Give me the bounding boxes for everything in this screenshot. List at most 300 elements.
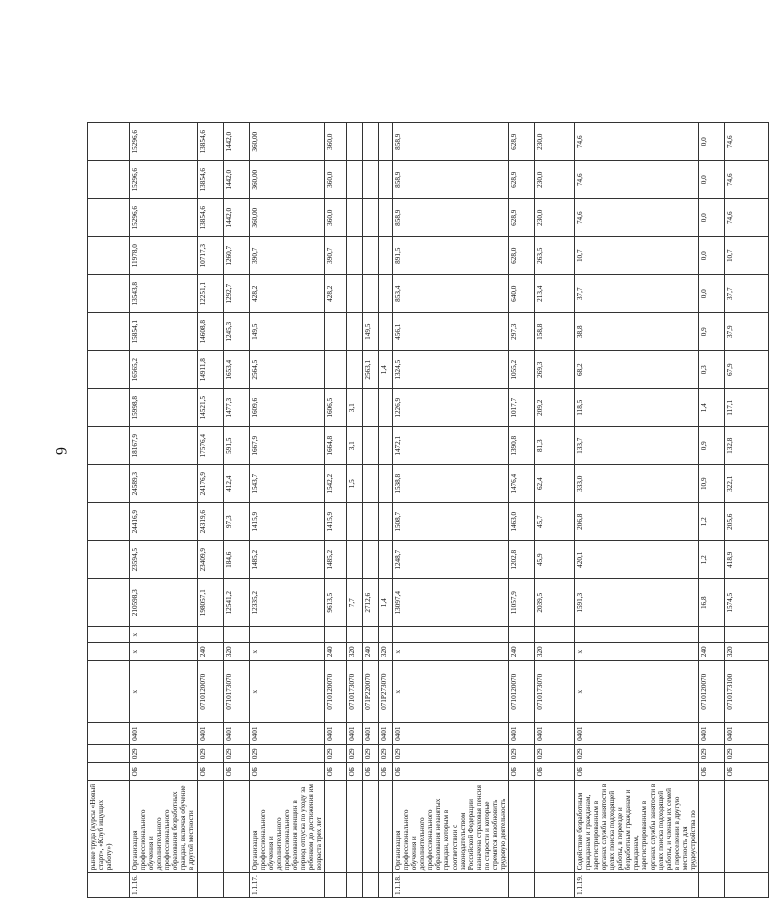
amount-cell: 628,9 [508, 199, 534, 237]
amount-cell: 1664,8 [325, 427, 347, 465]
row-number: 1.1.16. [130, 873, 198, 898]
row-description: Содействие безработным гражданам и гражданам, зарегистрированным в органах службы занятости в целях поиска подходящей работы, в переезде и безработным гражданам и гражданам, зарегистрированным в органах службы занятости в целях поиска подходящей работы, и членам их семей в переселении в другую местность для трудоустройства по [574, 781, 698, 873]
amount-cell: 62,4 [534, 465, 574, 503]
expense-type: 240 [698, 643, 724, 661]
amount-cell: 1017,7 [508, 389, 534, 427]
amount-cell [88, 161, 130, 199]
amount-cell [88, 579, 130, 627]
row-description [363, 781, 379, 873]
expense-type: x [393, 643, 509, 661]
section-code: 0401 [534, 723, 574, 745]
amount-cell: 1653,4 [223, 351, 249, 389]
amount-cell: 132,8 [724, 427, 768, 465]
ministry-code: 029 [508, 745, 534, 763]
amount-cell: 1260,7 [223, 237, 249, 275]
amount-cell: 591,5 [223, 427, 249, 465]
amount-cell: 628,0 [508, 237, 534, 275]
row-description [325, 781, 347, 873]
amount-cell: 3,1 [347, 427, 363, 465]
extra-code [574, 627, 698, 643]
amount-cell: 133,7 [574, 427, 698, 465]
amount-cell: 360,0 [325, 161, 347, 199]
amount-cell [88, 427, 130, 465]
section-code: 0401 [325, 723, 347, 745]
amount-cell: 3,1 [347, 389, 363, 427]
table-row [249, 123, 325, 898]
amount-cell [88, 275, 130, 313]
amount-cell: 858,9 [393, 199, 509, 237]
section-code: 0401 [698, 723, 724, 745]
budget-code: ОБ [249, 763, 325, 781]
amount-cell: 1226,9 [393, 389, 509, 427]
amount-cell: 1,5 [347, 465, 363, 503]
amount-cell: 13097,4 [393, 579, 509, 627]
section-code: 0401 [393, 723, 509, 745]
amount-cell: 37,7 [724, 275, 768, 313]
amount-cell: 45,9 [534, 541, 574, 579]
amount-cell: 74,6 [574, 161, 698, 199]
row-description [347, 781, 363, 873]
table-row [698, 123, 724, 898]
amount-cell: 1442,0 [223, 123, 249, 161]
amount-cell: 1245,3 [223, 313, 249, 351]
target-article [88, 661, 130, 723]
row-number: 1.1.19. [574, 873, 698, 898]
amount-cell: 428,2 [249, 275, 325, 313]
amount-cell: 1292,7 [223, 275, 249, 313]
amount-cell: 37,7 [574, 275, 698, 313]
amount-cell: 23409,9 [197, 541, 223, 579]
amount-cell: 1,4 [379, 579, 393, 627]
amount-cell: 360,0 [325, 199, 347, 237]
target-article: 071P220070 [363, 661, 379, 723]
amount-cell: 206,8 [574, 503, 698, 541]
amount-cell: 412,4 [223, 465, 249, 503]
amount-cell [379, 541, 393, 579]
amount-cell: 13854,6 [197, 161, 223, 199]
extra-code [325, 627, 347, 643]
row-number [363, 873, 379, 898]
extra-code: x [130, 627, 198, 643]
amount-cell [88, 389, 130, 427]
section-code: 0401 [197, 723, 223, 745]
table-row [724, 123, 768, 898]
amount-cell: 10,9 [698, 465, 724, 503]
amount-cell: 0,9 [698, 313, 724, 351]
extra-code [379, 627, 393, 643]
table-row [223, 123, 249, 898]
amount-cell [363, 161, 379, 199]
amount-cell [88, 503, 130, 541]
amount-cell: 0,0 [698, 237, 724, 275]
section-code [88, 723, 130, 745]
amount-cell: 15998,8 [130, 389, 198, 427]
budget-table [87, 122, 769, 898]
amount-cell [363, 123, 379, 161]
amount-cell: 1472,1 [393, 427, 509, 465]
row-description [724, 781, 768, 873]
budget-code: ОБ [379, 763, 393, 781]
amount-cell [379, 465, 393, 503]
amount-cell: 420,1 [574, 541, 698, 579]
budget-code: ОБ [724, 763, 768, 781]
amount-cell [363, 275, 379, 313]
amount-cell: 16,8 [698, 579, 724, 627]
amount-cell: 0,0 [698, 123, 724, 161]
amount-cell: 1415,9 [249, 503, 325, 541]
expense-type: 320 [379, 643, 393, 661]
amount-cell: 13854,6 [197, 199, 223, 237]
amount-cell [379, 237, 393, 275]
amount-cell: 1,2 [698, 541, 724, 579]
budget-code: ОБ [197, 763, 223, 781]
extra-code [249, 627, 325, 643]
amount-cell: 0,0 [698, 199, 724, 237]
amount-cell [347, 503, 363, 541]
budget-code: ОБ [325, 763, 347, 781]
amount-cell: 74,6 [724, 123, 768, 161]
row-description [197, 781, 223, 873]
amount-cell: 7,7 [347, 579, 363, 627]
amount-cell: 12335,2 [249, 579, 325, 627]
amount-cell: 1542,2 [325, 465, 347, 503]
amount-cell: 68,2 [574, 351, 698, 389]
amount-cell: 1485,2 [325, 541, 347, 579]
amount-cell: 13543,8 [130, 275, 198, 313]
target-article: 0710173070 [534, 661, 574, 723]
amount-cell: 640,0 [508, 275, 534, 313]
table-row [130, 123, 198, 898]
row-description [508, 781, 534, 873]
row-number: 1.1.18. [393, 873, 509, 898]
amount-cell: 269,3 [534, 351, 574, 389]
amount-cell: 24176,9 [197, 465, 223, 503]
amount-cell: 14521,5 [197, 389, 223, 427]
section-code: 0401 [363, 723, 379, 745]
amount-cell: 0,0 [698, 161, 724, 199]
expense-type: 240 [508, 643, 534, 661]
amount-cell: 360,00 [249, 161, 325, 199]
amount-cell: 74,6 [574, 199, 698, 237]
amount-cell: 1202,8 [508, 541, 534, 579]
row-description: Организация профессионального обучения и дополнительного профессионального образования незанятых граждан, которым в соответствии с законодательством Российской Федерации назначена страховая пенсия по старости и которые стремятся возобновить трудовую деятельность [393, 781, 509, 873]
amount-cell: 16565,2 [130, 351, 198, 389]
target-article: 0710173070 [223, 661, 249, 723]
amount-cell: 360,00 [249, 123, 325, 161]
amount-cell: 891,5 [393, 237, 509, 275]
table-row [574, 123, 698, 898]
row-number [508, 873, 534, 898]
row-number [197, 873, 223, 898]
budget-code [88, 763, 130, 781]
extra-code [508, 627, 534, 643]
amount-cell: 13854,6 [197, 123, 223, 161]
amount-cell: 230,0 [534, 161, 574, 199]
amount-cell: 428,2 [325, 275, 347, 313]
section-code: 0401 [130, 723, 198, 745]
budget-code: ОБ [347, 763, 363, 781]
amount-cell: 333,0 [574, 465, 698, 503]
amount-cell: 12251,1 [197, 275, 223, 313]
amount-cell: 210598,3 [130, 579, 198, 627]
amount-cell [379, 427, 393, 465]
amount-cell: 17576,4 [197, 427, 223, 465]
amount-cell: 263,5 [534, 237, 574, 275]
amount-cell: 118,5 [574, 389, 698, 427]
extra-code [223, 627, 249, 643]
amount-cell: 24319,6 [197, 503, 223, 541]
row-number [223, 873, 249, 898]
row-number [698, 873, 724, 898]
amount-cell [88, 465, 130, 503]
amount-cell: 15854,1 [130, 313, 198, 351]
amount-cell: 2564,5 [249, 351, 325, 389]
row-description: Организация профессионального обучения и дополнительного профессионального образования женщин в период отпуска по уходу за ребенком до достижения им возраста трех лет [249, 781, 325, 873]
amount-cell: 15296,6 [130, 161, 198, 199]
amount-cell [347, 199, 363, 237]
amount-cell: 74,6 [724, 161, 768, 199]
ministry-code: 029 [379, 745, 393, 763]
amount-cell [325, 313, 347, 351]
target-article: 0710173070 [347, 661, 363, 723]
amount-cell [88, 123, 130, 161]
amount-cell: 1476,4 [508, 465, 534, 503]
amount-cell: 230,0 [534, 199, 574, 237]
amount-cell: 0,0 [698, 275, 724, 313]
amount-cell [347, 275, 363, 313]
amount-cell [379, 123, 393, 161]
budget-code: ОБ [393, 763, 509, 781]
row-number [325, 873, 347, 898]
ministry-code [88, 745, 130, 763]
budget-code: ОБ [223, 763, 249, 781]
amount-cell [379, 199, 393, 237]
amount-cell: 23594,5 [130, 541, 198, 579]
extra-code [393, 627, 509, 643]
amount-cell [347, 161, 363, 199]
section-code: 0401 [508, 723, 534, 745]
extra-code [197, 627, 223, 643]
amount-cell [88, 541, 130, 579]
expense-type: 320 [347, 643, 363, 661]
budget-code: ОБ [534, 763, 574, 781]
amount-cell: 10717,3 [197, 237, 223, 275]
table-row [393, 123, 509, 898]
amount-cell: 360,00 [249, 199, 325, 237]
amount-cell: 11978,0 [130, 237, 198, 275]
amount-cell [379, 389, 393, 427]
amount-cell [363, 465, 379, 503]
ministry-code: 029 [698, 745, 724, 763]
amount-cell [347, 313, 363, 351]
amount-cell: 456,1 [393, 313, 509, 351]
amount-cell: 24589,3 [130, 465, 198, 503]
amount-cell [363, 427, 379, 465]
budget-code: ОБ [130, 763, 198, 781]
target-article: x [130, 661, 198, 723]
ministry-code: 029 [363, 745, 379, 763]
amount-cell: 297,3 [508, 313, 534, 351]
extra-code [534, 627, 574, 643]
amount-cell: 209,2 [534, 389, 574, 427]
expense-type: x [130, 643, 198, 661]
amount-cell: 18167,9 [130, 427, 198, 465]
amount-cell: 198057,1 [197, 579, 223, 627]
table-row [325, 123, 347, 898]
table-row [534, 123, 574, 898]
amount-cell: 1324,5 [393, 351, 509, 389]
amount-cell: 322,1 [724, 465, 768, 503]
table-row [363, 123, 379, 898]
section-code: 0401 [223, 723, 249, 745]
amount-cell: 11057,9 [508, 579, 534, 627]
amount-cell [88, 313, 130, 351]
amount-cell [363, 237, 379, 275]
amount-cell: 0,9 [698, 427, 724, 465]
target-article: 0710120070 [325, 661, 347, 723]
table-row [508, 123, 534, 898]
ministry-code: 029 [393, 745, 509, 763]
table-row [379, 123, 393, 898]
amount-cell: 74,6 [724, 199, 768, 237]
amount-cell [88, 237, 130, 275]
amount-cell: 1606,5 [325, 389, 347, 427]
row-number [347, 873, 363, 898]
amount-cell: 1415,9 [325, 503, 347, 541]
amount-cell: 15296,6 [130, 123, 198, 161]
amount-cell: 1442,0 [223, 161, 249, 199]
amount-cell [347, 123, 363, 161]
amount-cell: 117,1 [724, 389, 768, 427]
expense-type [88, 643, 130, 661]
ministry-code: 029 [130, 745, 198, 763]
target-article: x [249, 661, 325, 723]
amount-cell: 1248,7 [393, 541, 509, 579]
amount-cell [347, 541, 363, 579]
amount-cell: 0,3 [698, 351, 724, 389]
row-number [379, 873, 393, 898]
ministry-code: 029 [347, 745, 363, 763]
amount-cell: 24416,9 [130, 503, 198, 541]
ministry-code: 029 [249, 745, 325, 763]
amount-cell: 1,4 [698, 389, 724, 427]
ministry-code: 029 [574, 745, 698, 763]
amount-cell [347, 351, 363, 389]
amount-cell [379, 503, 393, 541]
table-row [197, 123, 223, 898]
amount-cell: 1485,2 [249, 541, 325, 579]
expense-type: 320 [223, 643, 249, 661]
amount-cell: 2712,6 [363, 579, 379, 627]
extra-code [363, 627, 379, 643]
table-body [88, 123, 769, 898]
section-code: 0401 [574, 723, 698, 745]
budget-code: ОБ [574, 763, 698, 781]
row-number: 1.1.17. [249, 873, 325, 898]
amount-cell: 45,7 [534, 503, 574, 541]
amount-cell: 858,9 [393, 123, 509, 161]
section-code: 0401 [379, 723, 393, 745]
budget-code: ОБ [363, 763, 379, 781]
budget-code: ОБ [698, 763, 724, 781]
amount-cell: 67,9 [724, 351, 768, 389]
amount-cell: 1390,8 [508, 427, 534, 465]
amount-cell: 1,2 [698, 503, 724, 541]
amount-cell: 2039,5 [534, 579, 574, 627]
ministry-code: 029 [197, 745, 223, 763]
amount-cell: 14608,8 [197, 313, 223, 351]
amount-cell: 12541,2 [223, 579, 249, 627]
amount-cell: 81,3 [534, 427, 574, 465]
amount-cell: 390,7 [325, 237, 347, 275]
target-article: x [574, 661, 698, 723]
amount-cell [363, 541, 379, 579]
amount-cell: 9613,5 [325, 579, 347, 627]
amount-cell: 230,0 [534, 123, 574, 161]
section-code: 0401 [724, 723, 768, 745]
amount-cell: 1508,7 [393, 503, 509, 541]
amount-cell [88, 351, 130, 389]
target-article: 0710173100 [724, 661, 768, 723]
ministry-code: 029 [534, 745, 574, 763]
table-row [88, 123, 130, 898]
amount-cell: 1477,3 [223, 389, 249, 427]
amount-cell: 628,9 [508, 161, 534, 199]
amount-cell: 1055,2 [508, 351, 534, 389]
amount-cell: 1591,3 [574, 579, 698, 627]
extra-code [88, 627, 130, 643]
amount-cell: 158,8 [534, 313, 574, 351]
target-article: 0710120070 [508, 661, 534, 723]
amount-cell: 858,9 [393, 161, 509, 199]
amount-cell: 15296,6 [130, 199, 198, 237]
expense-type: x [574, 643, 698, 661]
amount-cell [363, 199, 379, 237]
amount-cell [325, 351, 347, 389]
amount-cell: 1442,0 [223, 199, 249, 237]
amount-cell: 628,9 [508, 123, 534, 161]
row-description [223, 781, 249, 873]
target-article: 0710120070 [197, 661, 223, 723]
ministry-code: 029 [223, 745, 249, 763]
amount-cell: 184,6 [223, 541, 249, 579]
row-description [534, 781, 574, 873]
amount-cell: 149,5 [249, 313, 325, 351]
target-article: 071P273070 [379, 661, 393, 723]
amount-cell: 1609,6 [249, 389, 325, 427]
amount-cell: 38,8 [574, 313, 698, 351]
amount-cell [379, 313, 393, 351]
amount-cell: 853,4 [393, 275, 509, 313]
amount-cell: 1463,0 [508, 503, 534, 541]
expense-type: 320 [534, 643, 574, 661]
ministry-code: 029 [724, 745, 768, 763]
target-article: x [393, 661, 509, 723]
amount-cell: 1667,9 [249, 427, 325, 465]
amount-cell: 74,6 [574, 123, 698, 161]
row-description: Организация профессионального обучения и дополнительного профессионального образования безработных граждан, включая обучение в другой местности [130, 781, 198, 873]
amount-cell [379, 161, 393, 199]
expense-type: 320 [724, 643, 768, 661]
target-article: 0710120070 [698, 661, 724, 723]
amount-cell: 14911,8 [197, 351, 223, 389]
row-description: рынке труда (курсы «Новый старт», «Клуб ищущих работу») [88, 781, 130, 873]
ministry-code: 029 [325, 745, 347, 763]
amount-cell: 1,4 [379, 351, 393, 389]
amount-cell: 1574,5 [724, 579, 768, 627]
amount-cell: 213,4 [534, 275, 574, 313]
row-description [698, 781, 724, 873]
